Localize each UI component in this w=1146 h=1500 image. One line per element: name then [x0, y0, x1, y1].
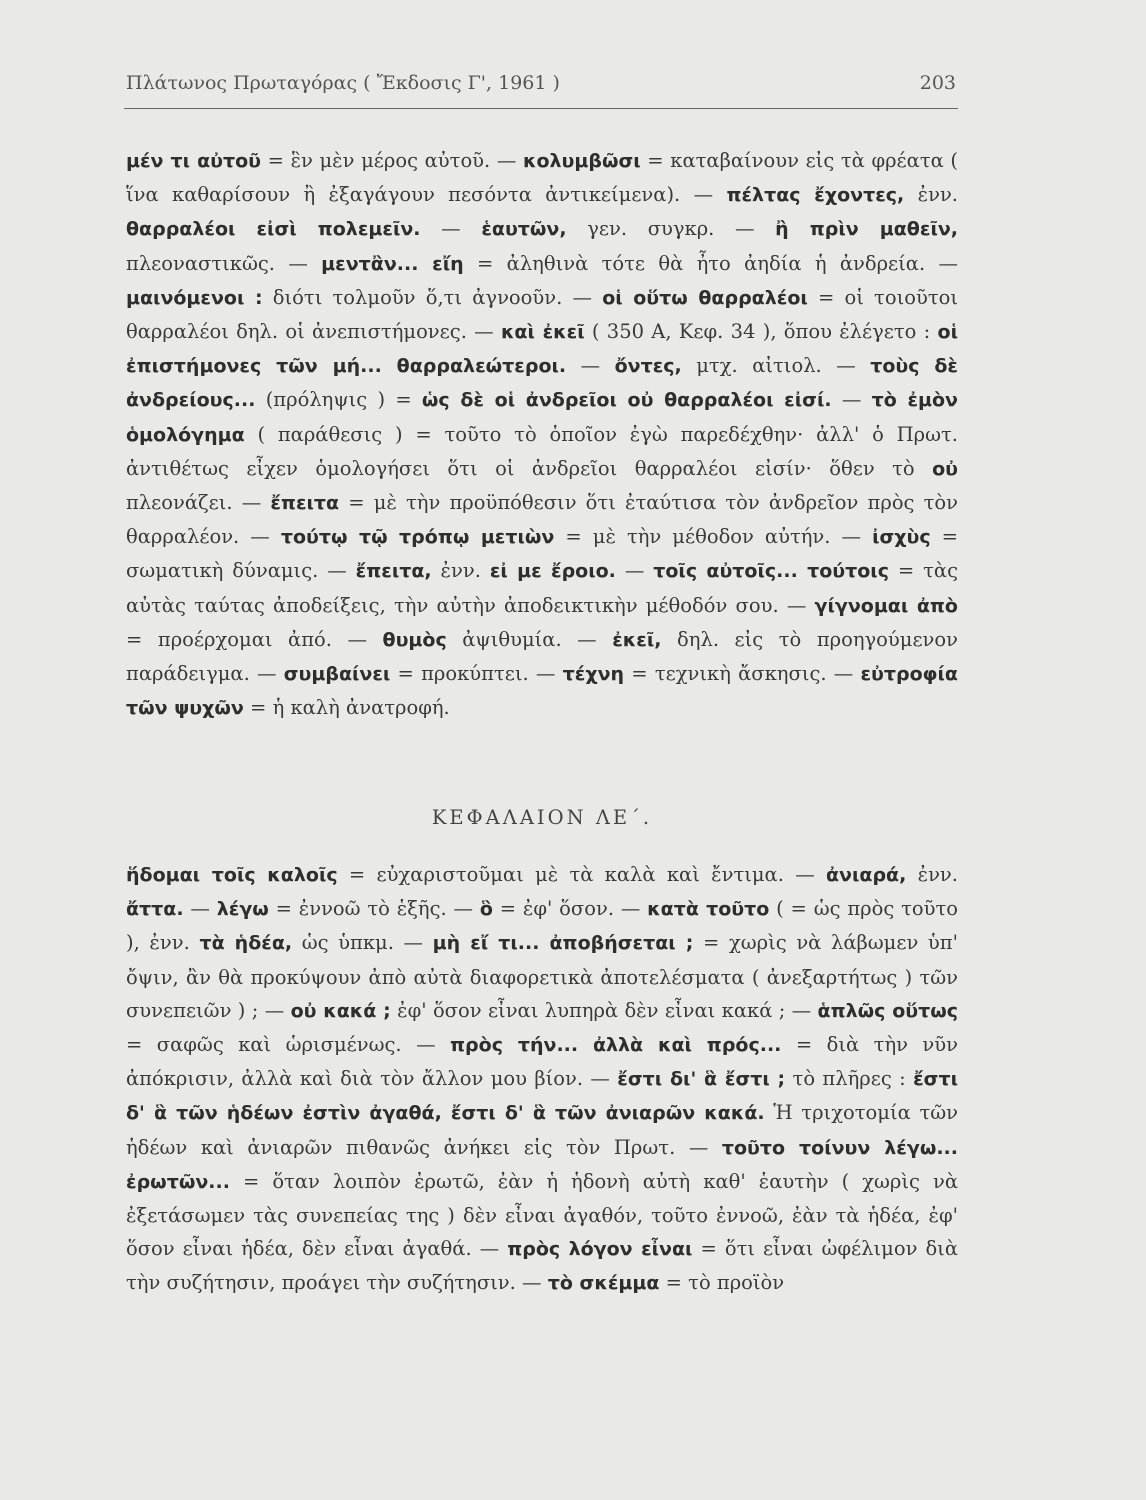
lemma-term: ἔπειτα,: [355, 560, 432, 583]
lemma-term: ὃ: [479, 898, 493, 921]
lemma-term: τοὺς δὲ ἀνδρείους...: [126, 355, 958, 412]
running-head: [126, 72, 956, 94]
lemma-term: πέλτας ἔχοντες,: [726, 184, 905, 207]
running-title: Πλάτωνος Πρωταγόρας ( Ἔκδοσις Γ', 1961 ): [126, 72, 560, 94]
lemma-term: ἰσχὺς: [872, 526, 931, 549]
chapter-title: ΚΕΦΑΛΑΙΟΝ ΛΕ΄.: [431, 806, 653, 829]
lemma-term: εἰ με ἔροιο.: [489, 560, 616, 583]
lemma-term: ἥδομαι τοῖς καλοῖς: [126, 864, 338, 886]
lemma-term: ἢ πρὶν μαθεῖν,: [775, 218, 959, 241]
gloss-text: = τὰς αὐτὰς ταύτας ἀποδείξεις, τὴν αὐτὴν ἀποδεικτικὴν μέθοδόν σου. —: [126, 559, 958, 617]
gloss-text: πλεοναστικῶς. —: [126, 251, 322, 275]
lemma-term: λέγω: [216, 898, 269, 921]
gloss-text: = μὲ τὴν μέθοδον αὐτήν. —: [554, 525, 873, 549]
gloss-text: —: [183, 897, 217, 921]
lemma-term: εὐτροφία τῶν ψυχῶν: [126, 663, 958, 720]
lemma-term: μέν τι αὐτοῦ: [126, 150, 261, 172]
lemma-term: γίγνομαι ἀπὸ: [814, 594, 958, 617]
gloss-text: = ὅτι εἶναι ὠφέλιμον διὰ τὴν συζήτησιν, προάγει τὴν συζήτησιν. —: [126, 1237, 958, 1295]
gloss-text: = ἡ καλὴ ἀνατροφή.: [243, 696, 450, 720]
gloss-text: —: [615, 559, 654, 583]
lemma-term: θαρραλέοι εἰσὶ πολεμεῖν.: [126, 218, 421, 241]
gloss-text: = τεχνικὴ ἄσκησις. —: [624, 662, 861, 686]
gloss-text: = εὐχαριστοῦμαι μὲ τὰ καλὰ καὶ ἔντιμα. —: [337, 863, 826, 886]
lemma-term: οὐ: [932, 457, 958, 480]
header-rule: [124, 108, 958, 109]
gloss-text: Ἡ τριχοτομία τῶν ἡδέων καὶ ἀνιαρῶν πιθανῶς ἀνήκει εἰς τὸν Πρωτ. —: [126, 1101, 958, 1159]
gloss-text: = ἓν μὲν μέρος αὐτοῦ. —: [261, 149, 523, 172]
gloss-text: ( παράθεσις ) = τοῦτο τὸ ὁποῖον ἐγὼ παρεδέχθην· ἀλλ' ὁ Πρωτ. ἀντιθέτως εἶχεν ὁμολογήσει ὅτι οἱ ἀνδρεῖοι θαρραλέοι εἰσίν· ὅθεν τὸ: [126, 422, 958, 480]
lemma-term: μὴ εἴ τι... ἀποβήσεται ;: [432, 932, 694, 955]
lemma-term: ἄττα.: [126, 898, 184, 921]
lemma-term: τοῖς αὐτοῖς... τούτοις: [653, 560, 889, 583]
gloss-text: = ὅταν λοιπὸν ἐρωτῶ, ἐὰν ἡ ἡδονὴ αὐτὴ καθ' ἑαυτὴν ( χωρὶς νὰ ἐξετάσωμεν τὰς συνεπείας της ) δὲν εἶναι ἀγαθόν, τοῦτο ἐννοῶ, ἐὰν τὰ ἡδέα, ἐφ' ὅσον εἶναι ἡδέα, δὲν εἶναι ἀγαθά. —: [126, 1169, 958, 1261]
lemma-term: μεντἂν... εἴη: [321, 252, 464, 275]
lemma-term: ὄντες,: [614, 355, 682, 378]
gloss-text: = οἱ τοιοῦτοι θαρραλέοι δηλ. οἱ ἀνεπιστήμονες. —: [126, 285, 958, 344]
gloss-text: —: [566, 354, 615, 378]
gloss-text: = χωρὶς νὰ λάβωμεν ὑπ' ὄψιν, ἂν θὰ προκύψουν ἀπὸ αὐτὰ διαφορετικὰ ἀποτελέσματα ( ἀνεξαρτήτως ) τῶν συνεπειῶν ) ; —: [126, 931, 958, 1022]
lemma-term: τὰ ἡδέα,: [199, 932, 293, 955]
gloss-text: = προκύπτει. —: [390, 662, 563, 686]
lemma-term: ἔπειτα: [270, 492, 340, 515]
gloss-text: ( = ὡς πρὸς τοῦτο ), ἐνν.: [126, 897, 958, 955]
lemma-term: πρὸς λόγον εἶναι: [507, 1238, 693, 1261]
gloss-text: = ἐφ' ὅσον. —: [492, 897, 648, 921]
lemma-term: οἱ ἐπιστήμονες τῶν μή... θαρραλεώτεροι.: [126, 321, 958, 378]
lemma-term: ἔστι δ' ἃ τῶν ἡδέων ἐστὶν ἀγαθά, ἔστι δ' ἃ τῶν ἀνιαρῶν κακά.: [126, 1068, 958, 1125]
lemma-term: τέχνη: [562, 663, 625, 686]
gloss-text: διότι τολμοῦν ὅ,τι ἀγνοοῦν. —: [262, 285, 603, 309]
gloss-text: = τὸ προϊὸν: [659, 1271, 785, 1295]
lemma-term: ἀνιαρά,: [826, 864, 907, 886]
lemma-term: τὸ σκέμμα: [547, 1272, 660, 1295]
commentary-section-1: [126, 144, 958, 725]
lemma-term: ἐκεῖ,: [612, 628, 662, 651]
gloss-text: ὡς ὑπκμ. —: [292, 931, 433, 955]
lemma-term: ἁπλῶς οὕτως: [817, 999, 958, 1022]
gloss-text: = προέρχομαι ἀπό. —: [126, 627, 383, 651]
gloss-text: —: [420, 217, 482, 241]
gloss-text: γεν. συγκρ. —: [566, 217, 776, 241]
gloss-text: πλεονάζει. —: [126, 491, 271, 515]
lemma-term: πρὸς τήν... ἀλλὰ καὶ πρός...: [450, 1034, 782, 1057]
page-number: 203: [919, 72, 956, 94]
lemma-term: τὸ ἐμὸν ὁμολόγημα: [126, 389, 958, 446]
lemma-term: ἔστι δι' ἃ ἔστι ;: [617, 1068, 786, 1091]
gloss-text: = ἀληθινὰ τότε θὰ ἦτο ἀηδία ἡ ἀνδρεία. —: [463, 251, 958, 275]
lemma-term: ἑαυτῶν,: [481, 218, 567, 241]
gloss-text: = ἐννοῶ τὸ ἑξῆς. —: [268, 897, 480, 921]
gloss-text: = μὲ τὴν προϋπόθεσιν ὅτι ἐταύτισα τὸν ἀνδρεῖον πρὸς τὸν θαρραλέον. —: [126, 491, 959, 549]
gloss-text: = σαφῶς καὶ ὡρισμένως. —: [126, 1033, 451, 1057]
gloss-text: ἀψιθυμία. —: [446, 627, 613, 651]
gloss-text: (πρόληψις ) =: [255, 388, 422, 412]
lemma-term: τούτῳ τῷ τρόπῳ μετιὼν: [280, 526, 555, 549]
commentary-paragraph: [126, 144, 958, 725]
gloss-text: ἐνν.: [906, 863, 958, 886]
commentary-section-2: [126, 858, 958, 1301]
gloss-text: μτχ. αἰτιολ. —: [681, 354, 871, 378]
gloss-text: δηλ. εἰς τὸ προηγούμενον παράδειγμα. —: [126, 627, 958, 686]
gloss-text: —: [831, 388, 872, 412]
gloss-text: ἐνν.: [431, 559, 490, 583]
gloss-text: ἐφ' ὅσον εἶναι λυπηρὰ δὲν εἶναι κακά ; —: [390, 998, 818, 1022]
lemma-term: καὶ ἐκεῖ: [500, 321, 585, 344]
lemma-term: συμβαίνει: [283, 663, 391, 686]
lemma-term: κατὰ τοῦτο: [647, 898, 770, 921]
lemma-term: τοῦτο τοίνυν λέγω... ἐρωτῶν...: [126, 1136, 958, 1193]
lemma-term: οὐ κακά ;: [290, 999, 391, 1022]
gloss-text: τὸ πλῆρες :: [785, 1067, 914, 1091]
lemma-term: θυμὸς: [382, 628, 447, 651]
gloss-text: = καταβαίνουν εἰς τὰ φρέατα ( ἵνα καθαρίσουν ἢ ἐξαγάγουν πεσόντα ἀντικείμενα). —: [126, 149, 959, 207]
lemma-term: κολυμβῶσι: [522, 150, 641, 172]
gloss-text: ἐνν.: [904, 183, 958, 207]
lemma-term: μαινόμενοι :: [126, 286, 263, 309]
lemma-term: ὡς δὲ οἱ ἀνδρεῖοι οὐ θαρραλέοι εἰσί.: [421, 389, 832, 412]
lemma-term: οἱ οὕτω θαρραλέοι: [602, 286, 808, 309]
gloss-text: = σωματικὴ δύναμις. —: [126, 525, 959, 583]
commentary-paragraph: [126, 858, 958, 1301]
gloss-text: = διὰ τὴν νῦν ἀπόκρισιν, ἀλλὰ καὶ διὰ τὸν ἄλλον μου βίον. —: [126, 1033, 958, 1091]
gloss-text: ( 350 A, Κεφ. 34 ), ὅπου ἐλέγετο :: [584, 320, 938, 344]
